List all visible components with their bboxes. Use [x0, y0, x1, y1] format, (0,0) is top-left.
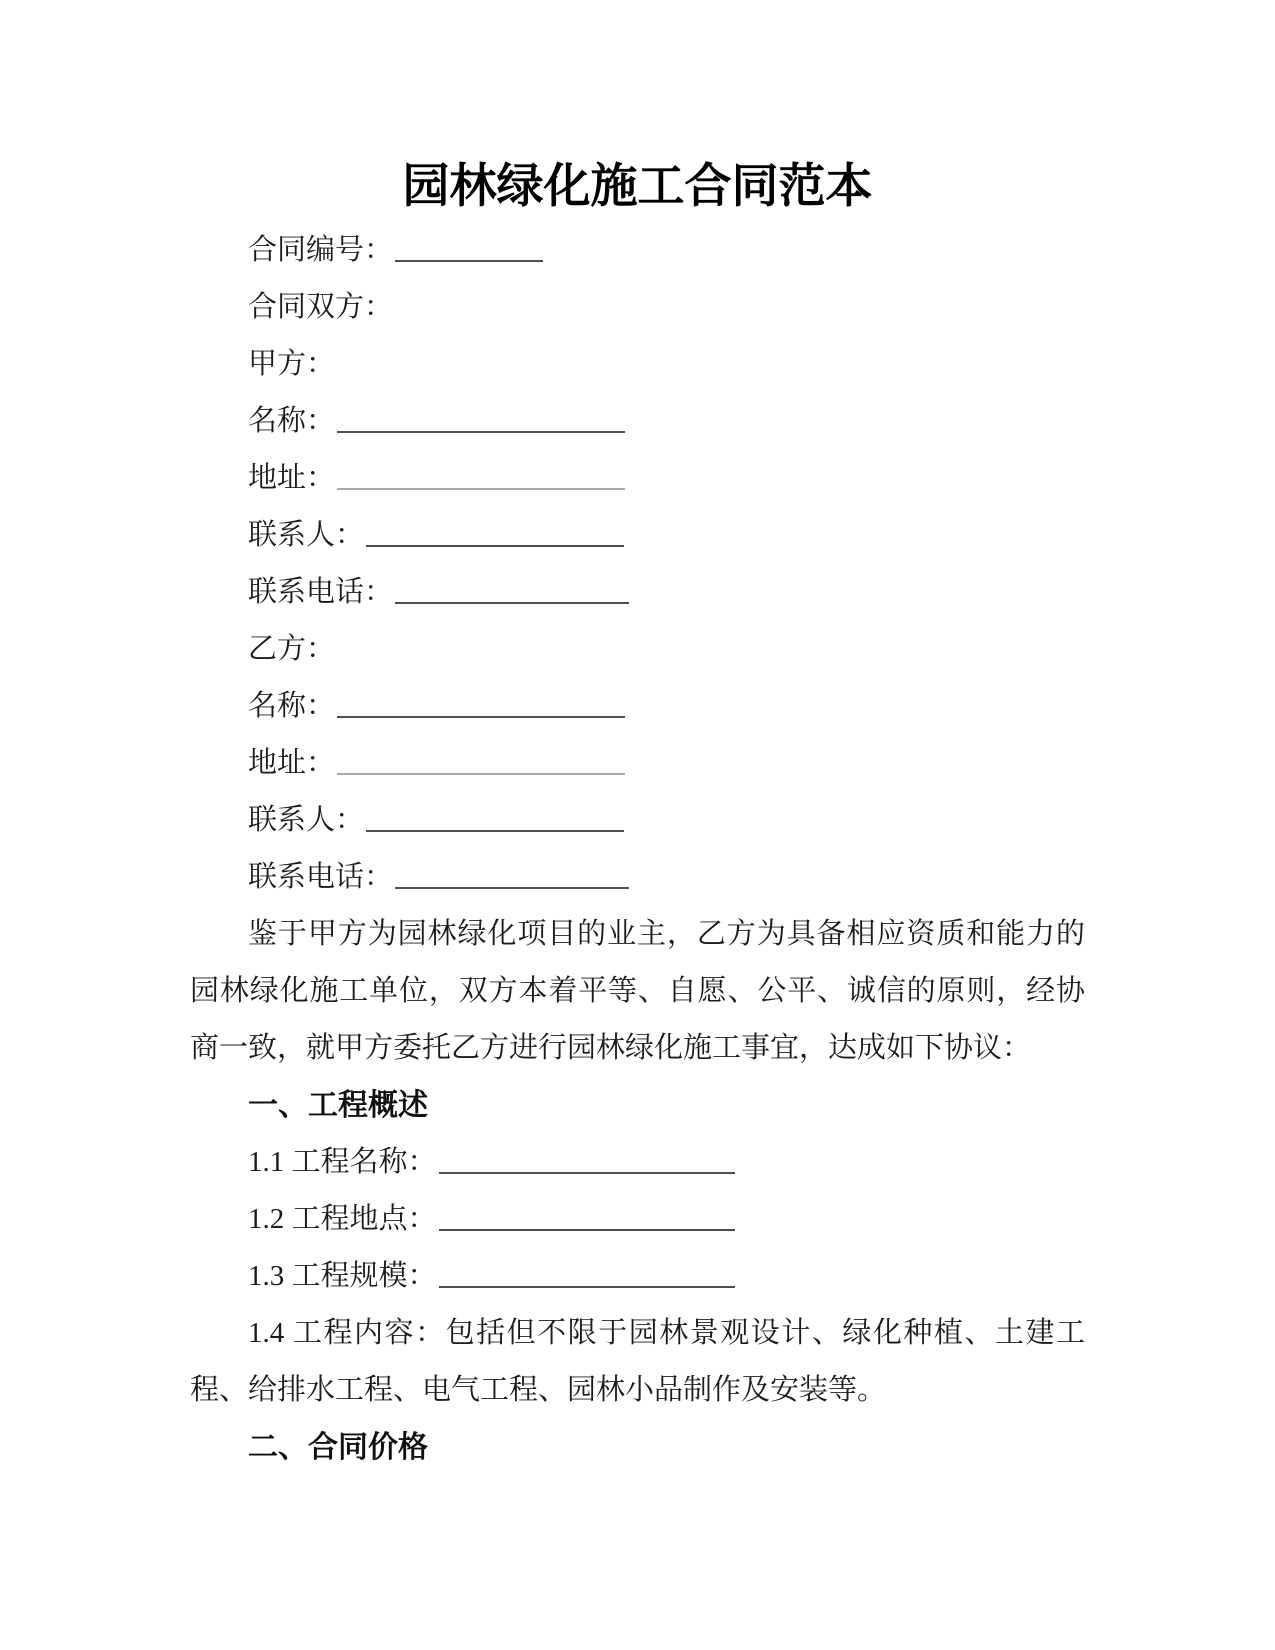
contract-number-label: 合同编号：	[248, 234, 394, 266]
party-b-contact-blank	[366, 802, 624, 832]
contract-number-blank	[395, 232, 543, 262]
section-2-heading: 二、合同价格	[248, 1431, 428, 1464]
item-1-2-label: 1.2 工程地点：	[248, 1203, 437, 1235]
party-a-phone-blank	[395, 574, 629, 604]
party-a-name-blank	[337, 403, 625, 433]
item-1-3-blank	[439, 1258, 735, 1288]
party-a-name-label: 名称：	[248, 405, 336, 437]
party-b-name-blank	[337, 688, 625, 718]
document-title: 园林绿化施工合同范本	[402, 161, 873, 213]
item-1-2-blank	[439, 1201, 735, 1231]
item-1-1-label: 1.1 工程名称：	[248, 1146, 437, 1178]
item-1-3-line	[190, 1248, 1085, 1305]
party-b-address-label: 地址：	[248, 747, 336, 779]
party-b-contact-line	[190, 792, 1085, 849]
item-1-2-line	[190, 1191, 1085, 1248]
contract-number-line	[190, 222, 1085, 279]
party-a-phone-line	[190, 564, 1085, 621]
party-a-contact-label: 联系人：	[248, 519, 365, 551]
preamble-line-1: 鉴于甲方为园林绿化项目的业主，乙方为具备相应资质和能力的	[248, 918, 1085, 950]
party-b-name-label: 名称：	[248, 690, 336, 722]
item-1-4-line-1: 1.4 工程内容：包括但不限于园林景观设计、绿化种植、土建工	[248, 1317, 1085, 1349]
party-b-address-line	[190, 735, 1085, 792]
party-a-contact-blank	[366, 517, 624, 547]
party-a-address-label: 地址：	[248, 462, 336, 494]
party-b-heading: 乙方：	[248, 633, 336, 665]
item-1-4-line-2: 程、给排水工程、电气工程、园林小品制作及安装等。	[190, 1374, 887, 1406]
party-a-address-blank	[337, 460, 625, 490]
party-a-contact-line	[190, 507, 1085, 564]
preamble-line-2: 园林绿化施工单位，双方本着平等、自愿、公平、诚信的原则，经协	[190, 975, 1085, 1007]
party-a-name-line	[190, 393, 1085, 450]
item-1-3-label: 1.3 工程规模：	[248, 1260, 437, 1292]
party-b-phone-label: 联系电话：	[248, 861, 394, 893]
section-1-heading: 一、工程概述	[248, 1089, 428, 1122]
party-b-phone-line	[190, 849, 1085, 906]
parties-heading: 合同双方：	[248, 291, 394, 323]
party-b-contact-label: 联系人：	[248, 804, 365, 836]
party-a-address-line	[190, 450, 1085, 507]
party-a-heading: 甲方：	[248, 348, 336, 380]
party-a-phone-label: 联系电话：	[248, 576, 394, 608]
party-b-name-line	[190, 678, 1085, 735]
preamble-line-3: 商一致，就甲方委托乙方进行园林绿化施工事宜，达成如下协议：	[190, 1032, 1032, 1064]
item-1-1-blank	[439, 1144, 735, 1174]
party-b-phone-blank	[395, 859, 629, 889]
item-1-1-line	[190, 1134, 1085, 1191]
party-b-address-blank	[337, 745, 625, 775]
